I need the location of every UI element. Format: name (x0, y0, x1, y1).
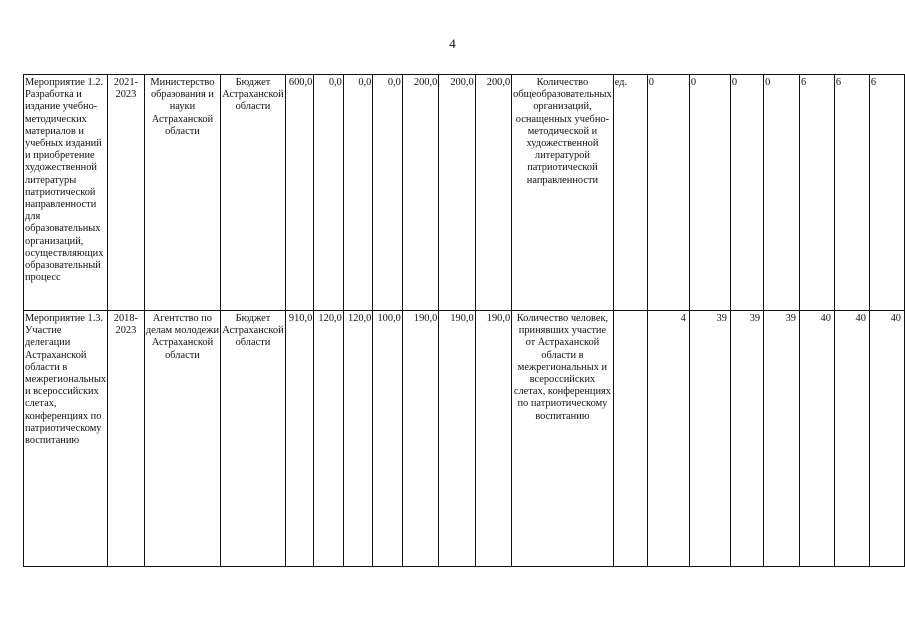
table-row (24, 75, 905, 311)
indicator-value-cell: 6 (799, 75, 834, 311)
year-value-cell: 0,0 (343, 75, 373, 311)
executor-cell: Министерство образования и науки Астраханской области (144, 75, 221, 311)
indicator-value-cell: 40 (869, 311, 904, 567)
indicator-value-cell: 39 (764, 311, 800, 567)
measure-cell: Мероприятие 1.2. Разработка и издание учебно-методических материалов и учебных изданий и приобретение художественной литературы патриотической направленности для образовательных организаций, осуществляющих образовательный процесс (24, 75, 108, 311)
indicator-value-cell: 40 (799, 311, 834, 567)
indicator-value-cell: 0 (647, 75, 689, 311)
indicator-cell: Количество общеобразовательных организаций, оснащенных учебно-методической и художественной литературой патриотической направленности (512, 75, 614, 311)
year-value-cell: 190,0 (402, 311, 438, 567)
indicator-value-cell: 6 (834, 75, 869, 311)
total-cell: 600,0 (285, 75, 314, 311)
year-value-cell: 190,0 (439, 311, 475, 567)
indicator-cell: Количество человек, принявших участие от Астраханской области в межрегиональных и всероссийских слетах, конференциях по патриотическому воспитанию (512, 311, 614, 567)
executor-cell: Агентство по делам молодежи Астраханской области (144, 311, 221, 567)
source-cell: Бюджет Астраханской области (221, 75, 285, 311)
period-cell: 2018-2023 (108, 311, 145, 567)
indicator-value-cell: 4 (647, 311, 689, 567)
indicator-value-cell: 0 (764, 75, 800, 311)
year-value-cell: 100,0 (373, 311, 403, 567)
year-value-cell: 120,0 (314, 311, 344, 567)
indicator-value-cell: 6 (869, 75, 904, 311)
year-value-cell: 200,0 (439, 75, 475, 311)
measure-cell: Мероприятие 1.3. Участие делегации Астраханской области в межрегиональных и всероссийских слетах, конференциях по патриотическому воспитанию (24, 311, 108, 567)
indicator-value-cell: 39 (730, 311, 763, 567)
indicator-value-cell: 0 (730, 75, 763, 311)
year-value-cell: 0,0 (373, 75, 403, 311)
page-number: 4 (449, 36, 456, 51)
year-value-cell: 0,0 (314, 75, 344, 311)
indicator-value-cell: 39 (689, 311, 730, 567)
table-row (24, 311, 905, 567)
unit-cell: ед. (613, 75, 647, 311)
year-value-cell: 200,0 (475, 75, 511, 311)
indicator-value-cell: 0 (689, 75, 730, 311)
indicator-value-cell: 40 (834, 311, 869, 567)
period-cell: 2021-2023 (108, 75, 145, 311)
year-value-cell: 200,0 (402, 75, 438, 311)
total-cell: 910,0 (285, 311, 314, 567)
unit-cell (613, 311, 647, 567)
source-cell: Бюджет Астраханской области (221, 311, 285, 567)
program-table (23, 74, 905, 567)
year-value-cell: 120,0 (343, 311, 373, 567)
year-value-cell: 190,0 (475, 311, 511, 567)
